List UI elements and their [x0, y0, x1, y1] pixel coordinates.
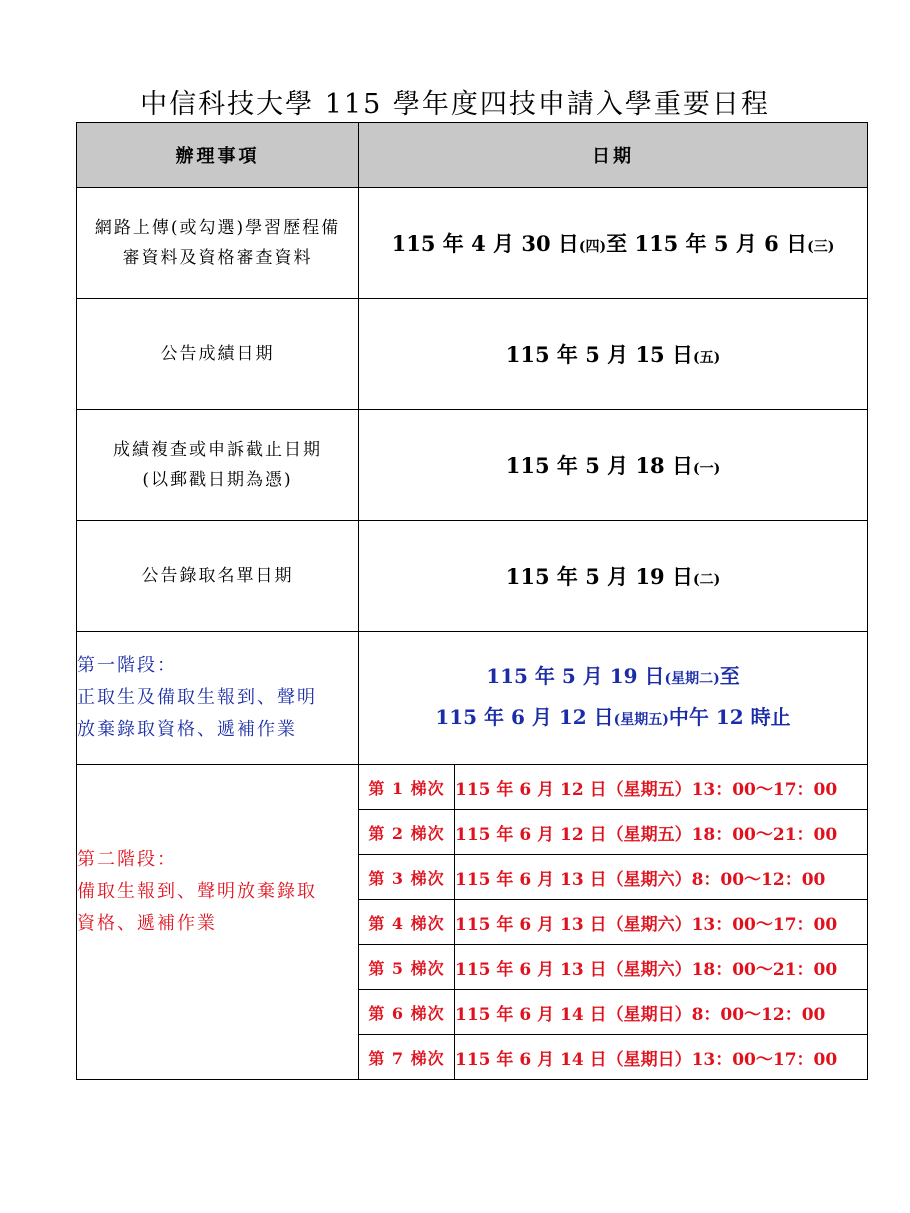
- batch-time: 115 年 6 月 12 日（星期五）18：00～21：00: [455, 810, 868, 855]
- batch-time: 115 年 6 月 14 日（星期日）8：00～12：00: [455, 990, 868, 1035]
- table-header-row: [77, 123, 868, 188]
- row-date: 115 年 4 月 30 日(四)至 115 年 5 月 6 日(三): [359, 188, 868, 299]
- batch-label: 第 5 梯次: [359, 945, 455, 990]
- batch-label: 第 2 梯次: [359, 810, 455, 855]
- batch-label: 第 1 梯次: [359, 765, 455, 810]
- header-date: 日期: [359, 123, 868, 188]
- batch-time: 115 年 6 月 12 日（星期五）13：00～17：00: [455, 765, 868, 810]
- header-item: 辦理事項: [77, 123, 359, 188]
- table-row: [77, 521, 868, 632]
- row-item: 成績複查或申訴截止日期 (以郵戳日期為憑): [77, 410, 359, 521]
- schedule-table: [76, 122, 868, 1080]
- page-title: 中信科技大學 115 學年度四技申請入學重要日程: [140, 89, 770, 120]
- row-item: 公告成績日期: [77, 299, 359, 410]
- batch-label: 第 4 梯次: [359, 900, 455, 945]
- table-row: [77, 410, 868, 521]
- row-item: 網路上傳(或勾選)學習歷程備 審資料及資格審查資料: [77, 188, 359, 299]
- row-date: 115 年 5 月 15 日(五): [359, 299, 868, 410]
- phase1-date: 115 年 5 月 19 日(星期二)至 115 年 6 月 12 日(星期五)中午 12 時止: [359, 632, 868, 765]
- batch-row: [77, 765, 868, 810]
- phase1-row: [77, 632, 868, 765]
- batch-time: 115 年 6 月 14 日（星期日）13：00～17：00: [455, 1035, 868, 1080]
- phase2-item: 第二階段： 備取生報到、聲明放棄錄取 資格、遞補作業: [77, 765, 359, 1080]
- batch-label: 第 3 梯次: [359, 855, 455, 900]
- batch-label: 第 6 梯次: [359, 990, 455, 1035]
- row-item: 公告錄取名單日期: [77, 521, 359, 632]
- row-date: 115 年 5 月 19 日(二): [359, 521, 868, 632]
- batch-time: 115 年 6 月 13 日（星期六）18：00～21：00: [455, 945, 868, 990]
- batch-time: 115 年 6 月 13 日（星期六）8：00～12：00: [455, 855, 868, 900]
- table-row: [77, 188, 868, 299]
- phase1-item: 第一階段： 正取生及備取生報到、聲明 放棄錄取資格、遞補作業: [77, 632, 359, 765]
- table-row: [77, 299, 868, 410]
- batch-label: 第 7 梯次: [359, 1035, 455, 1080]
- row-date: 115 年 5 月 18 日(一): [359, 410, 868, 521]
- batch-time: 115 年 6 月 13 日（星期六）13：00～17：00: [455, 900, 868, 945]
